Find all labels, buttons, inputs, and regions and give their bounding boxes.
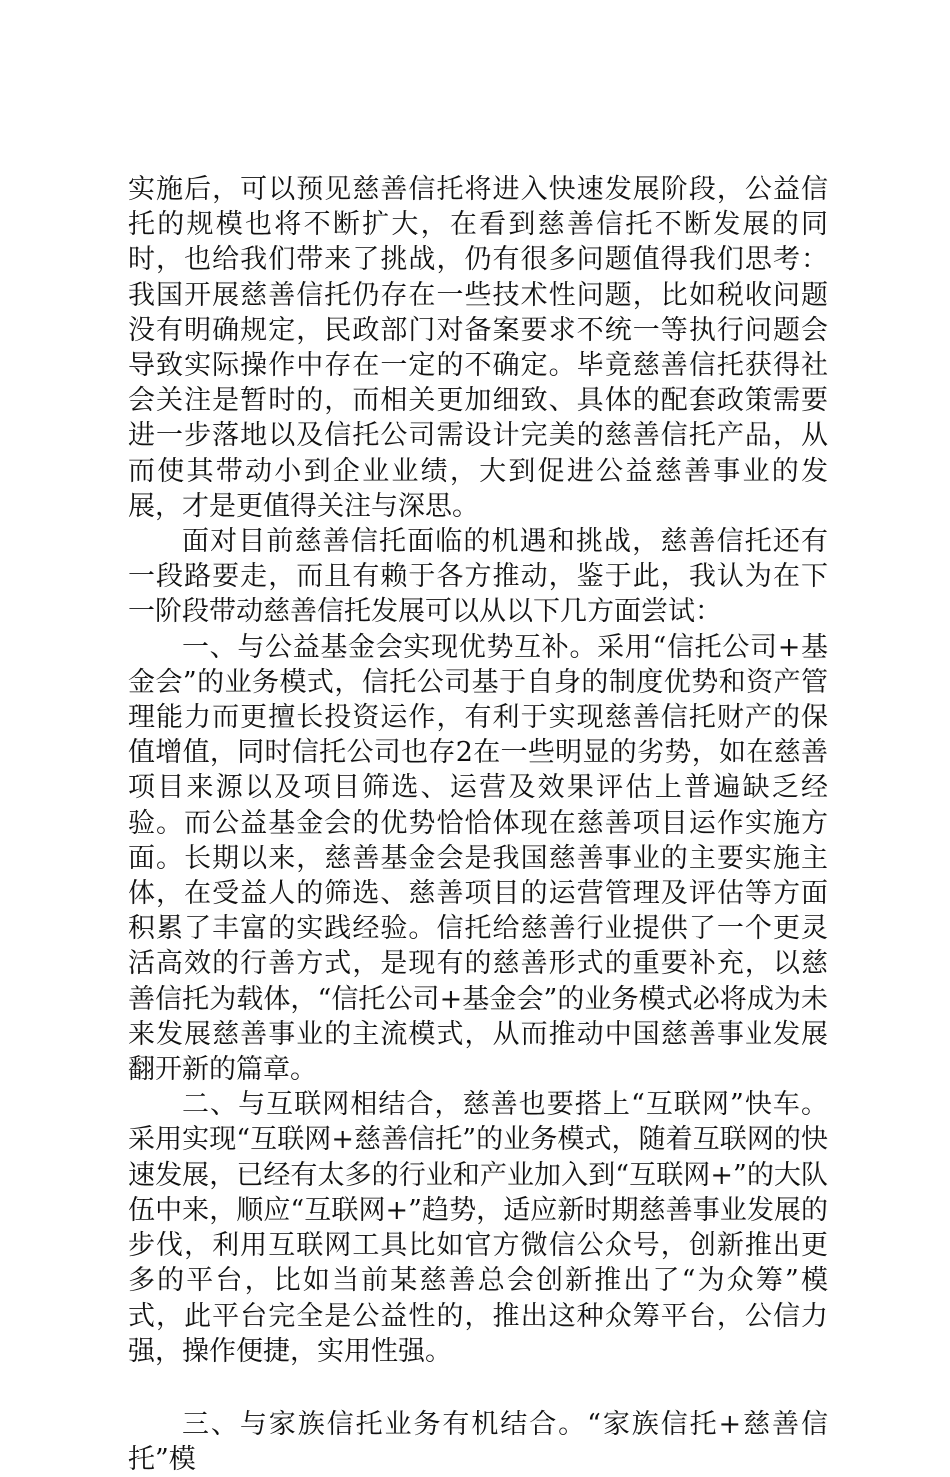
paragraph-point-two: 二、与互联网相结合，慈善也要搭上“互联网”快车。采用实现“互联网+慈善信托”的业务模式，随着互联网的快速发展，已经有太多的行业和产业加入到“互联网+”的大队伍中来，顺应“互联网+”趋势，适应新时期慈善事业发展的步伐，利用互联网工具比如官方微信公众号，创新推出更多的平台，比如当前某慈善总会创新推出了“为众筹”模式，此平台完全是公益性的，推出这种众筹平台，公信力强，操作便捷，实用性强。	[128, 1089, 828, 1367]
paragraph-challenges: 面对目前慈善信托面临的机遇和挑战，慈善信托还有一段路要走，而且有赖于各方推动，鉴于此，我认为在下一阶段带动慈善信托发展可以从以下几方面尝试：	[128, 526, 828, 628]
paragraph-point-one: 一、与公益基金会实现优势互补。采用“信托公司+基金会”的业务模式，信托公司基于自身的制度优势和资产管理能力而更擅长投资运作，有利于实现慈善信托财产的保值增值，同时信托公司也存2在一些明显的劣势，如在慈善项目来源以及项目筛选、运营及效果评估上普遍缺乏经验。而公益基金会的优势恰恰体现在慈善项目运作实施方面。长期以来，慈善基金会是我国慈善事业的主要实施主体，在受益人的筛选、慈善项目的运营管理及评估等方面积累了丰富的实践经验。信托给慈善行业提供了一个更灵活高效的行善方式，是现有的慈善形式的重要补充，以慈善信托为载体，“信托公司+基金会”的业务模式必将成为未来发展慈善事业的主流模式，从而推动中国慈善事业发展翻开新的篇章。	[128, 631, 828, 1086]
paragraph-point-three: 三、与家族信托业务有机结合。“家族信托+慈善信托”模	[128, 1408, 828, 1476]
paragraph-continuation: 实施后，可以预见慈善信托将进入快速发展阶段，公益信托的规模也将不断扩大，在看到慈善信托不断发展的同时，也给我们带来了挑战，仍有很多问题值得我们思考：我国开展慈善信托仍存在一些技术性问题，比如税收问题没有明确规定，民政部门对备案要求不统一等执行问题会导致实际操作中存在一定的不确定。毕竟慈善信托获得社会关注是暂时的，而相关更加细致、具体的配套政策需要进一步落地以及信托公司需设计完美的慈善信托产品，从而使其带动小到企业业绩，大到促进公益慈善事业的发展，才是更值得关注与深思。	[128, 174, 828, 522]
document-body	[128, 172, 828, 1477]
